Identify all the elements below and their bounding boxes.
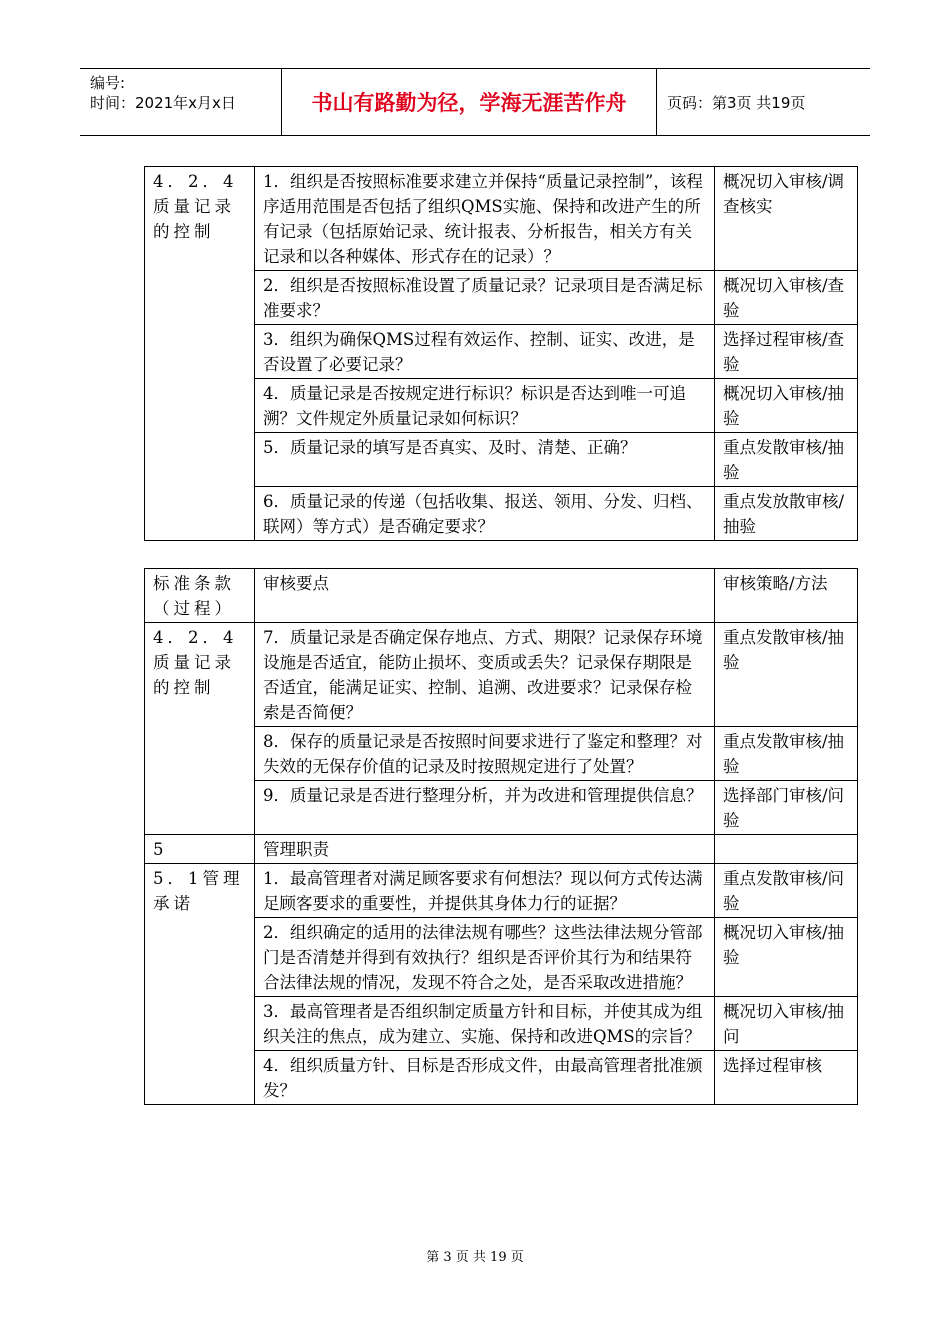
document-time-label: 时间：2021年x月x日 <box>90 94 236 112</box>
audit-point-cell: 9．质量记录是否进行整理分析，并为改进和管理提供信息？ <box>255 781 715 835</box>
audit-method-cell: 重点发散审核/抽验 <box>715 433 858 487</box>
audit-method-cell: 重点发散审核/问验 <box>715 864 858 918</box>
clause-cell: 5．1管理承诺 <box>145 864 255 1105</box>
audit-point-cell: 3．最高管理者是否组织制定质量方针和目标，并使其成为组织关注的焦点，成为建立、实施、保持和改进QMS的宗旨？ <box>255 997 715 1051</box>
clause-cell: 5 <box>145 835 255 864</box>
audit-point-cell: 1．组织是否按照标准要求建立并保持“质量记录控制”，该程序适用范围是否包括了组织QMS实施、保持和改进产生的所有记录（包括原始记录、统计报表、分析报告，相关方有关记录和以各种媒体、形式存在的记录）？ <box>255 167 715 271</box>
audit-method-cell: 概况切入审核/查验 <box>715 271 858 325</box>
document-number-label: 编号: <box>90 74 126 92</box>
audit-method-cell: 选择过程审核 <box>715 1051 858 1105</box>
column-header-clause: 标准条款（过程） <box>145 569 255 623</box>
audit-point-cell: 2．组织是否按照标准设置了质量记录？记录项目是否满足标准要求？ <box>255 271 715 325</box>
audit-method-cell: 选择部门审核/问验 <box>715 781 858 835</box>
audit-point-cell: 2．组织确定的适用的法律法规有哪些？这些法律法规分管部门是否清楚并得到有效执行？组织是否评价其行为和结果符合法律法规的情况，发现不符合之处，是否采取改进措施？ <box>255 918 715 997</box>
audit-point-cell: 管理职责 <box>255 835 715 864</box>
page-header <box>80 68 870 136</box>
header-left-cell <box>80 69 282 135</box>
audit-table-2 <box>144 568 858 1105</box>
header-slogan: 书山有路勤为径，学海无涯苦作舟 <box>282 69 657 135</box>
audit-method-cell <box>715 835 858 864</box>
header-page-label: 页码：第3页 共19页 <box>667 93 806 112</box>
audit-method-cell: 概况切入审核/抽验 <box>715 918 858 997</box>
audit-method-cell: 重点发散审核/抽验 <box>715 623 858 727</box>
audit-method-cell: 概况切入审核/调查核实 <box>715 167 858 271</box>
column-header-point: 审核要点 <box>255 569 715 623</box>
audit-point-cell: 5．质量记录的填写是否真实、及时、清楚、正确？ <box>255 433 715 487</box>
audit-point-cell: 4．质量记录是否按规定进行标识？标识是否达到唯一可追溯？文件规定外质量记录如何标识？ <box>255 379 715 433</box>
clause-cell: 4．2．4质量记录的控制 <box>145 167 255 541</box>
table-header-row <box>145 569 858 623</box>
page-footer: 第 3 页 共 19 页 <box>426 1250 524 1265</box>
audit-point-cell: 8．保存的质量记录是否按照时间要求进行了鉴定和整理？对失效的无保存价值的记录及时按照规定进行了处置？ <box>255 727 715 781</box>
audit-point-cell: 7．质量记录是否确定保存地点、方式、期限？记录保存环境设施是否适宜，能防止损坏、变质或丢失？记录保存期限是否适宜，能满足证实、控制、追溯、改进要求？记录保存检索是否简便？ <box>255 623 715 727</box>
table-row <box>145 167 858 271</box>
audit-method-cell: 选择过程审核/查验 <box>715 325 858 379</box>
table-row <box>145 623 858 727</box>
table-row <box>145 864 858 918</box>
clause-cell: 4．2．4质量记录的控制 <box>145 623 255 835</box>
audit-point-cell: 1．最高管理者对满足顾客要求有何想法？现以何方式传达满足顾客要求的重要性，并提供其身体力行的证据？ <box>255 864 715 918</box>
audit-method-cell: 概况切入审核/抽验 <box>715 379 858 433</box>
audit-point-cell: 4．组织质量方针、目标是否形成文件，由最高管理者批准颁发？ <box>255 1051 715 1105</box>
audit-table-1 <box>144 166 858 541</box>
audit-point-cell: 3．组织为确保QMS过程有效运作、控制、证实、改进，是否设置了必要记录？ <box>255 325 715 379</box>
table-row <box>145 835 858 864</box>
audit-method-cell: 重点发放散审核/抽验 <box>715 487 858 541</box>
audit-method-cell: 重点发散审核/抽验 <box>715 727 858 781</box>
column-header-method: 审核策略/方法 <box>715 569 858 623</box>
audit-method-cell: 概况切入审核/抽问 <box>715 997 858 1051</box>
audit-point-cell: 6．质量记录的传递（包括收集、报送、领用、分发、归档、联网）等方式）是否确定要求？ <box>255 487 715 541</box>
